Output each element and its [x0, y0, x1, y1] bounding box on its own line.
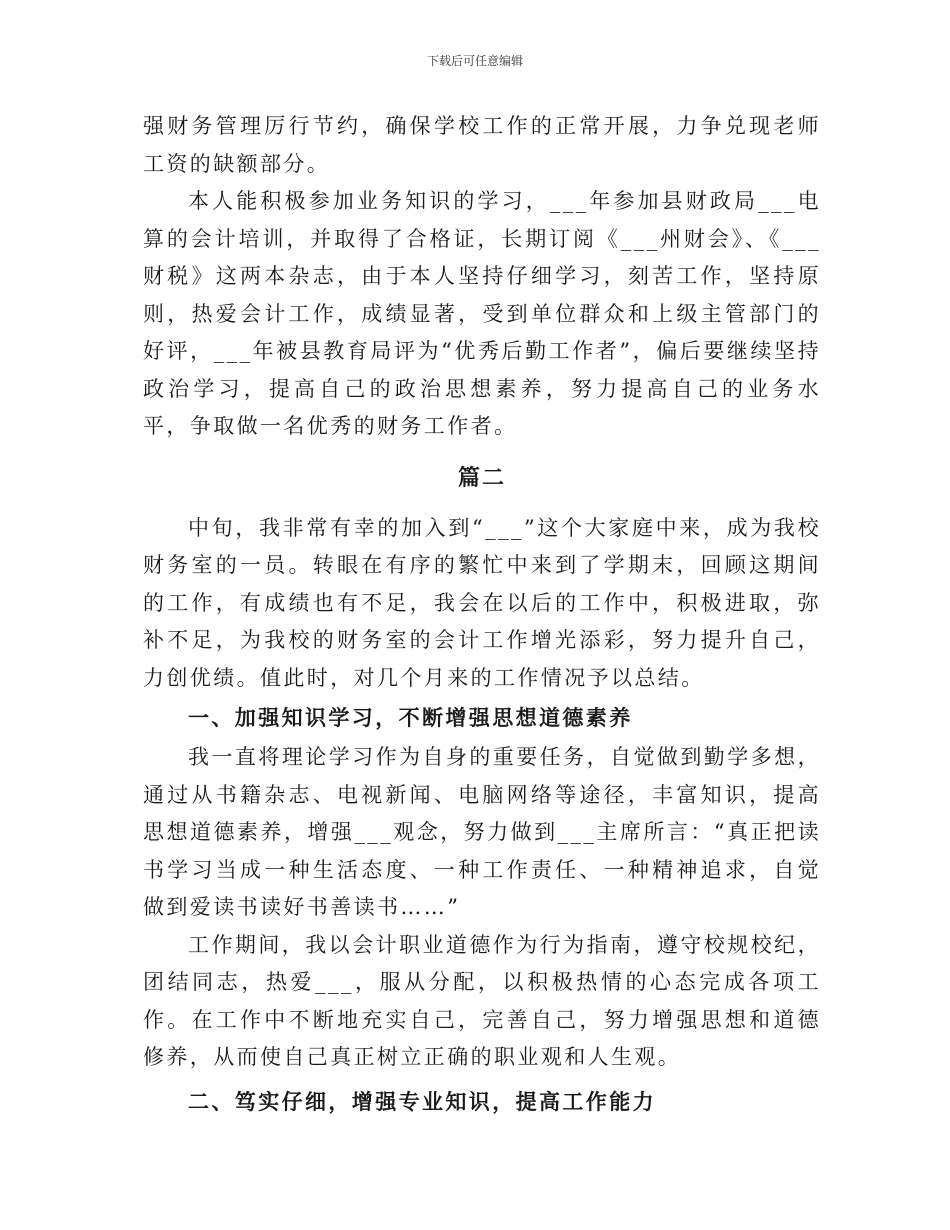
heading-1: 一、加强知识学习，不断增强思想道德素养	[188, 705, 633, 730]
heading-2: 二、笃实仔细，增强专业知识，提高工作能力	[188, 1088, 656, 1114]
page-header-note: 下载后可任意编辑	[426, 54, 523, 68]
paragraph-5: 工作期间，我以会计职业道德作为行为指南，遵守校规校纪，团结同志，热爱___，服从分配，以积极热情的心态完成各项工作。在工作中不断地充实自己，完善自己，努力增强思想和道德修养，从而使自己真正树立正确的职业观和人生观。	[143, 932, 821, 1069]
document-body	[143, 108, 821, 1123]
paragraph-4: 我一直将理论学习作为自身的重要任务，自觉做到勤学多想，通过从书籍杂志、电视新闻、电脑网络等途径，丰富知识，提高思想道德素养，增强___观念，努力做到___主席所言：“真正把读书学习当成一种生活态度、一种工作责任、一种精神追求，自觉做到爱读书读好书善读书……”	[143, 745, 821, 919]
section-title: 篇二	[457, 464, 506, 491]
paragraph-3: 中旬，我非常有幸的加入到“___”这个大家庭中来，成为我校财务室的一员。转眼在有序的繁忙中来到了学期末，回顾这期间的工作，有成绩也有不足，我会在以后的工作中，积极进取，弥补不足，为我校的财务室的会计工作增光添彩，努力提升自己，力创优绩。值此时，对几个月来的工作情况予以总结。	[143, 515, 821, 690]
paragraph-1: 强财务管理厉行节约，确保学校工作的正常开展，力争兑现老师工资的缺额部分。	[143, 114, 821, 176]
paragraph-2: 本人能积极参加业务知识的学习，___年参加县财政局___电算的会计培训，并取得了合格证，长期订阅《___州财会》、《___财税》这两本杂志，由于本人坚持仔细学习，刻苦工作，坚持原则，热爱会计工作，成绩显著，受到单位群众和上级主管部门的好评，___年被县教育局评为“优秀后勤工作者”，偏后要继续坚持政治学习，提高自己的政治思想素养，努力提高自己的业务水平，争取做一名优秀的财务工作者。	[143, 189, 821, 438]
